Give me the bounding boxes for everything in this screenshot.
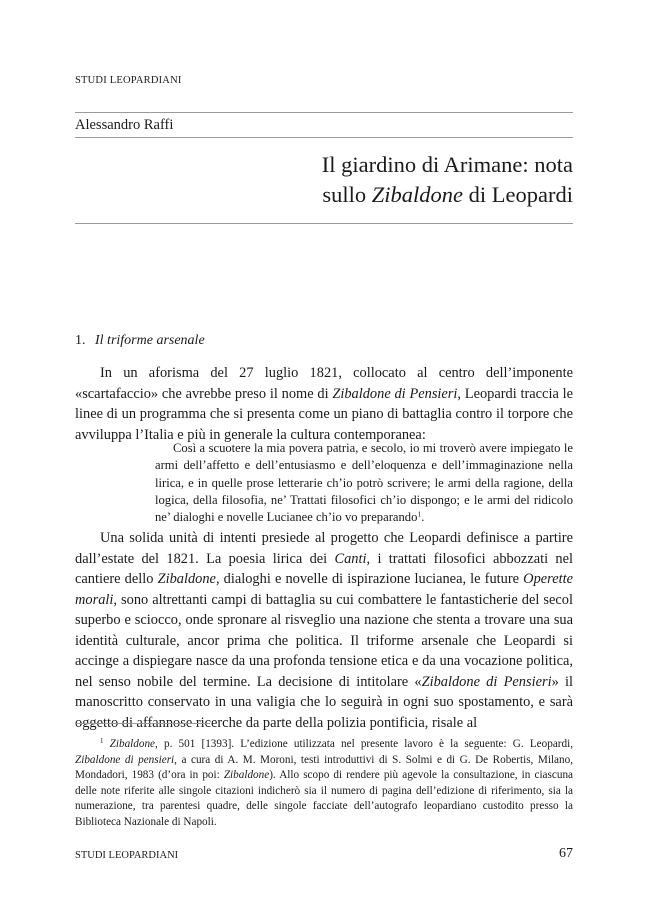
title-line-2	[322, 180, 573, 210]
text-run: In un aforisma del 27 luglio 1821, collocato al centro dell’imponente «scartafaccio» che avrebbe preso il nome di	[75, 365, 573, 402]
italic-run: Zibaldone	[109, 738, 156, 750]
footnote-rule	[75, 723, 210, 724]
header-rule	[75, 112, 573, 113]
text-run: , a cura di A. M. Moroni, testi introduttivi di S. Solmi e di G. De Robertis, Milano, Mondadori, 1983 (d’ora in poi:	[75, 753, 573, 781]
author-name: Alessandro Raffi	[75, 117, 174, 133]
section-title: Il triforme arsenale	[95, 333, 205, 348]
text-run: Una solida unità di intenti presiede al progetto che Leopardi definisce a partire dall’estate del 1821. La poesia lirica dei	[75, 530, 573, 567]
section-number: 1.	[75, 333, 86, 348]
text-run: » il manoscritto conservato in una valigia che lo seguirà in ogni suo spostamento, e sarà oggetto di affannose ricerche da parte della polizia pontificia, risale al	[75, 673, 573, 731]
block-quote	[155, 440, 573, 526]
quote-end: .	[421, 510, 425, 525]
title-text: di Leopardi	[463, 182, 573, 207]
italic-run: Zibaldone di pensieri	[75, 753, 175, 766]
text-run: , i trattati filosofici abbozzati nel cantiere dello	[75, 550, 574, 587]
title-line-1: Il giardino di Arimane: nota	[321, 152, 573, 177]
text-run: , dialoghi e novelle di ispirazione lucianea, le future	[215, 571, 524, 587]
running-header: STUDI LEOPARDIANI	[75, 75, 182, 86]
footnote-number: 1	[100, 737, 104, 746]
italic-run: Zibaldone	[157, 571, 216, 587]
text-run: , sono altrettanti campi di battaglia su cui combattere le fantasticherie del secol superbo e sciocco, onde spronare al risveglio una nazione che stenta a trovare una sua identità culturale, ancor prima che politica. Il triforme arsenale che Leopardi si accinge a dispiegare nasce da una profonda tensione etica e da una vocazione politica, nel senso nobile del termine. La decisione di intitolare «	[75, 591, 573, 690]
title-rule	[75, 223, 573, 224]
italic-run: Operette morali	[75, 571, 573, 608]
footnote-marker[interactable]: 1	[417, 509, 422, 519]
quote-text: Così a scuotere la mia povera patria, e secolo, io mi troverò avere impiegato le armi dell’affetto e dell’entusiasmo e dell’eloquenza e dell’immaginazione nella lirica, e in quelle prose letterarie ch’io potrò scrivere; le armi della ragione, della logica, della filosofia, ne’ Trattati filosofici ch’io dispongo; e le armi del ridicolo ne’ dialoghi e novelle Lucianee ch’io vo preparando	[155, 441, 573, 525]
italic-run: Zibaldone	[223, 769, 270, 781]
text-run: ). Allo scopo di rendere più agevole la consultazione, in ciascuna delle note riferite alle singole citazioni indicherò sia il numero di pagina dell’edizione di riferimento, sia la numerazione, tra parentesi quadre, delle singole facciate dell’autografo leopardiano custodito presso la Biblioteca Nazionale di Napoli.	[75, 769, 573, 828]
paragraph-2	[75, 528, 573, 733]
section-heading	[75, 333, 205, 349]
page-number: 67	[559, 846, 573, 861]
italic-run: Zibaldone di Pensieri	[421, 673, 552, 690]
author-rule	[75, 137, 573, 138]
title-text: sullo	[322, 182, 372, 207]
text-run: , p. 501 [1393]. L’edizione utilizzata nel presente lavoro è la seguente: G. Leopardi,	[155, 738, 574, 750]
text-run: , Leopardi traccia le linee di un programma che si presenta come un piano di battaglia contro il torpore che avviluppa l’Italia e più in generale la cultura contemporanea:	[75, 385, 573, 443]
article-title	[322, 150, 573, 210]
footnote	[75, 737, 573, 830]
title-italic: Zibaldone	[371, 182, 464, 207]
italic-run: Zibaldone di Pensieri	[332, 385, 458, 402]
paragraph-1	[75, 363, 573, 445]
running-footer: STUDI LEOPARDIANI	[75, 850, 179, 861]
italic-run: Canti	[334, 550, 367, 567]
